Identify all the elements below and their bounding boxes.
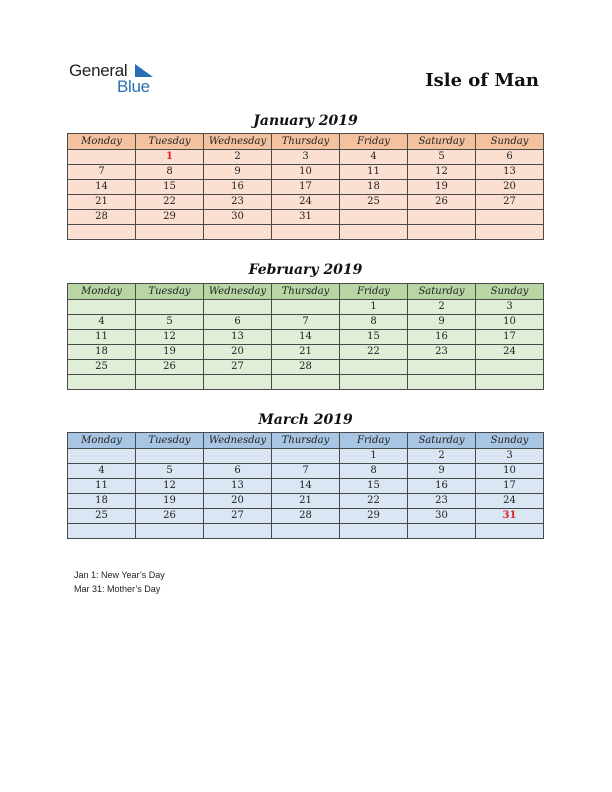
day-cell: 3 <box>476 449 544 464</box>
weekday-header: Sunday <box>476 134 544 150</box>
week-row <box>68 464 544 479</box>
calendar-february <box>67 283 544 390</box>
day-cell: 12 <box>136 479 204 494</box>
weekday-header: Wednesday <box>204 134 272 150</box>
day-cell <box>476 524 544 539</box>
day-cell: 30 <box>408 509 476 524</box>
day-cell: 20 <box>204 345 272 360</box>
day-cell: 19 <box>408 180 476 195</box>
weekday-header: Monday <box>68 134 136 150</box>
week-row <box>68 225 544 240</box>
day-cell <box>340 225 408 240</box>
day-cell: 23 <box>408 345 476 360</box>
weekday-header: Sunday <box>476 433 544 449</box>
week-row <box>68 165 544 180</box>
day-cell: 15 <box>136 180 204 195</box>
day-cell <box>408 375 476 390</box>
weekday-header: Sunday <box>476 284 544 300</box>
calendar-january <box>67 133 544 240</box>
day-cell <box>476 210 544 225</box>
day-cell <box>408 524 476 539</box>
day-cell: 7 <box>272 464 340 479</box>
day-cell: 15 <box>340 330 408 345</box>
day-cell: 22 <box>340 345 408 360</box>
day-cell: 28 <box>272 360 340 375</box>
day-cell <box>340 524 408 539</box>
week-row <box>68 180 544 195</box>
day-cell: 18 <box>340 180 408 195</box>
day-cell: 13 <box>204 330 272 345</box>
day-cell <box>68 300 136 315</box>
day-cell <box>136 225 204 240</box>
week-row <box>68 315 544 330</box>
day-cell <box>272 375 340 390</box>
day-cell <box>136 300 204 315</box>
week-row <box>68 494 544 509</box>
country-title: Isle of Man <box>425 70 539 91</box>
day-cell <box>204 524 272 539</box>
logo-triangle-icon <box>135 64 153 77</box>
day-cell: 27 <box>204 360 272 375</box>
day-cell: 11 <box>340 165 408 180</box>
day-cell <box>204 300 272 315</box>
day-cell <box>340 210 408 225</box>
day-cell: 18 <box>68 345 136 360</box>
week-row <box>68 479 544 494</box>
month-title-january: January 2019 <box>253 113 358 129</box>
week-row <box>68 300 544 315</box>
day-cell: 22 <box>136 195 204 210</box>
weekday-header: Thursday <box>272 433 340 449</box>
weekday-header: Friday <box>340 134 408 150</box>
day-cell <box>68 225 136 240</box>
day-cell: 7 <box>68 165 136 180</box>
day-cell <box>68 524 136 539</box>
day-cell: 8 <box>340 464 408 479</box>
day-cell: 13 <box>476 165 544 180</box>
day-cell: 20 <box>204 494 272 509</box>
day-cell: 5 <box>136 315 204 330</box>
day-cell: 9 <box>408 464 476 479</box>
day-cell: 10 <box>476 464 544 479</box>
day-cell: 21 <box>272 345 340 360</box>
day-cell: 27 <box>476 195 544 210</box>
day-cell <box>272 449 340 464</box>
holiday-note: Mar 31: Mother’s Day <box>74 584 161 594</box>
weekday-header: Thursday <box>272 134 340 150</box>
day-cell: 23 <box>204 195 272 210</box>
day-cell: 9 <box>204 165 272 180</box>
day-cell: 17 <box>272 180 340 195</box>
day-cell: 19 <box>136 345 204 360</box>
day-cell <box>68 449 136 464</box>
day-cell: 16 <box>204 180 272 195</box>
weekday-header: Tuesday <box>136 433 204 449</box>
day-cell: 31 <box>272 210 340 225</box>
day-cell: 4 <box>340 150 408 165</box>
day-cell: 11 <box>68 330 136 345</box>
day-cell: 19 <box>136 494 204 509</box>
week-row <box>68 150 544 165</box>
week-row <box>68 195 544 210</box>
day-cell: 2 <box>408 449 476 464</box>
weekday-header: Saturday <box>408 134 476 150</box>
day-cell: 29 <box>136 210 204 225</box>
day-cell: 9 <box>408 315 476 330</box>
weekday-header-row <box>68 433 544 449</box>
day-cell <box>204 449 272 464</box>
day-cell <box>408 225 476 240</box>
week-row <box>68 360 544 375</box>
week-row <box>68 330 544 345</box>
day-cell: 6 <box>476 150 544 165</box>
day-cell: 20 <box>476 180 544 195</box>
day-cell <box>272 524 340 539</box>
day-cell: 4 <box>68 464 136 479</box>
logo-text-blue: Blue <box>117 77 150 96</box>
month-title-march: March 2019 <box>258 412 353 428</box>
weekday-header: Saturday <box>408 433 476 449</box>
weekday-header: Wednesday <box>204 433 272 449</box>
day-cell: 7 <box>272 315 340 330</box>
day-cell: 12 <box>136 330 204 345</box>
weekday-header: Tuesday <box>136 134 204 150</box>
day-cell <box>136 524 204 539</box>
holiday-day-cell: 31 <box>476 509 544 524</box>
weekday-header-row <box>68 134 544 150</box>
holiday-note: Jan 1: New Year’s Day <box>74 570 165 580</box>
weekday-header: Friday <box>340 433 408 449</box>
weekday-header: Monday <box>68 433 136 449</box>
day-cell: 2 <box>408 300 476 315</box>
day-cell <box>476 225 544 240</box>
day-cell <box>476 360 544 375</box>
day-cell: 22 <box>340 494 408 509</box>
day-cell: 15 <box>340 479 408 494</box>
day-cell: 11 <box>68 479 136 494</box>
day-cell: 8 <box>340 315 408 330</box>
weekday-header: Tuesday <box>136 284 204 300</box>
day-cell: 24 <box>476 345 544 360</box>
day-cell <box>204 375 272 390</box>
day-cell: 21 <box>272 494 340 509</box>
day-cell: 2 <box>204 150 272 165</box>
weekday-header: Friday <box>340 284 408 300</box>
day-cell: 29 <box>340 509 408 524</box>
day-cell: 18 <box>68 494 136 509</box>
day-cell: 14 <box>272 479 340 494</box>
day-cell: 17 <box>476 330 544 345</box>
day-cell <box>272 300 340 315</box>
calendar-march <box>67 432 544 539</box>
week-row <box>68 210 544 225</box>
day-cell: 6 <box>204 464 272 479</box>
day-cell: 23 <box>408 494 476 509</box>
day-cell: 26 <box>136 509 204 524</box>
holiday-notes <box>74 568 165 596</box>
week-row <box>68 449 544 464</box>
week-row <box>68 524 544 539</box>
day-cell: 14 <box>68 180 136 195</box>
day-cell: 5 <box>136 464 204 479</box>
day-cell <box>204 225 272 240</box>
day-cell: 6 <box>204 315 272 330</box>
day-cell: 8 <box>136 165 204 180</box>
day-cell: 24 <box>476 494 544 509</box>
day-cell: 13 <box>204 479 272 494</box>
day-cell: 1 <box>340 300 408 315</box>
day-cell: 28 <box>68 210 136 225</box>
day-cell <box>68 375 136 390</box>
weekday-header: Thursday <box>272 284 340 300</box>
day-cell: 28 <box>272 509 340 524</box>
day-cell <box>408 210 476 225</box>
day-cell: 10 <box>272 165 340 180</box>
day-cell <box>68 150 136 165</box>
weekday-header: Monday <box>68 284 136 300</box>
day-cell: 24 <box>272 195 340 210</box>
day-cell: 21 <box>68 195 136 210</box>
month-title-february: February 2019 <box>248 262 363 278</box>
holiday-day-cell: 1 <box>136 150 204 165</box>
logo-text-general: General <box>69 61 128 80</box>
weekday-header: Wednesday <box>204 284 272 300</box>
weekday-header-row <box>68 284 544 300</box>
day-cell <box>136 449 204 464</box>
day-cell <box>476 375 544 390</box>
day-cell: 1 <box>340 449 408 464</box>
day-cell: 26 <box>408 195 476 210</box>
day-cell <box>408 360 476 375</box>
day-cell: 16 <box>408 330 476 345</box>
day-cell: 27 <box>204 509 272 524</box>
day-cell: 30 <box>204 210 272 225</box>
day-cell <box>136 375 204 390</box>
week-row <box>68 345 544 360</box>
day-cell: 10 <box>476 315 544 330</box>
day-cell: 3 <box>476 300 544 315</box>
generalblue-logo <box>69 61 169 97</box>
day-cell <box>272 225 340 240</box>
day-cell <box>340 375 408 390</box>
day-cell: 3 <box>272 150 340 165</box>
day-cell: 25 <box>68 509 136 524</box>
day-cell: 12 <box>408 165 476 180</box>
week-row <box>68 509 544 524</box>
day-cell: 25 <box>340 195 408 210</box>
day-cell <box>340 360 408 375</box>
day-cell: 14 <box>272 330 340 345</box>
day-cell: 25 <box>68 360 136 375</box>
week-row <box>68 375 544 390</box>
day-cell: 17 <box>476 479 544 494</box>
day-cell: 16 <box>408 479 476 494</box>
day-cell: 5 <box>408 150 476 165</box>
day-cell: 26 <box>136 360 204 375</box>
weekday-header: Saturday <box>408 284 476 300</box>
day-cell: 4 <box>68 315 136 330</box>
